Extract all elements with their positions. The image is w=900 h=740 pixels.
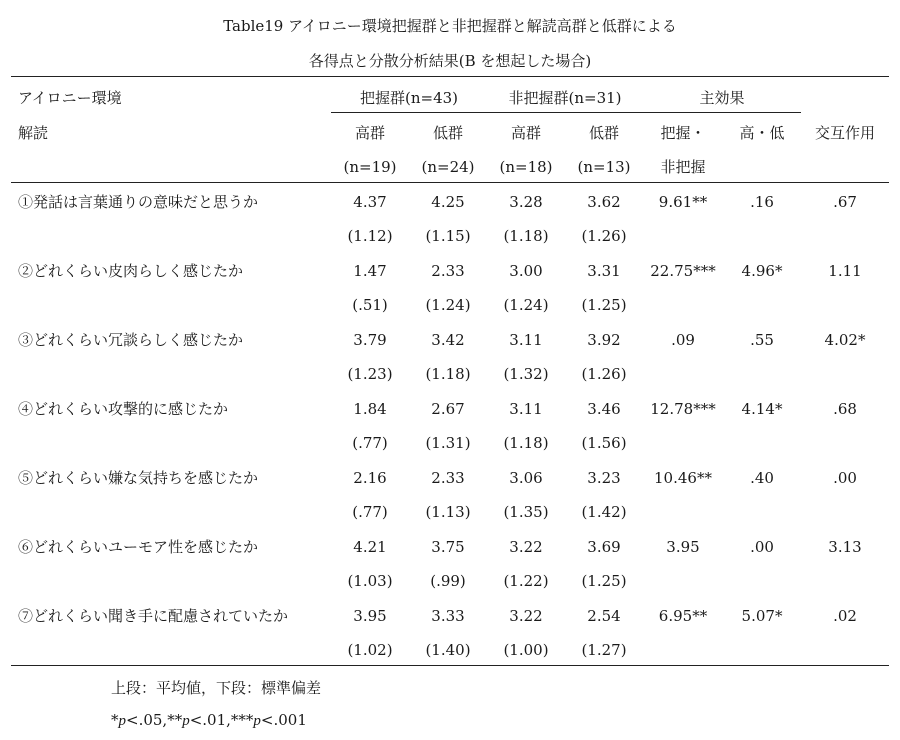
mean-value: 3.75 <box>431 538 465 556</box>
table-title-line2: 各得点と分散分析結果(B を想起した場合) <box>308 52 592 70</box>
mean-value: 4.25 <box>431 193 465 211</box>
f-highlow-value: 4.96* <box>741 262 783 280</box>
sd-value: (1.42) <box>581 503 627 521</box>
mean-value: 4.37 <box>353 193 387 211</box>
grasp-high-header: 高群 <box>354 124 385 142</box>
sd-value: (.99) <box>430 572 466 590</box>
bottom-rule <box>11 665 889 666</box>
sd-value: (1.56) <box>581 434 627 452</box>
mean-value: 3.92 <box>587 331 621 349</box>
mean-value: 3.06 <box>509 469 543 487</box>
sd-value: (1.23) <box>347 365 393 383</box>
mean-value: 2.33 <box>431 469 465 487</box>
main-effect-grasp-header: 把握・ <box>660 124 706 142</box>
sd-value: (1.13) <box>425 503 471 521</box>
item-label: ⑦どれくらい聞き手に配慮されていたか <box>18 607 289 625</box>
note-sig-c: <.01,*** <box>189 711 254 729</box>
sd-value: (1.15) <box>425 227 471 245</box>
f-interaction-value: .67 <box>833 193 857 211</box>
note-sig-a: * <box>111 711 119 729</box>
sd-value: (1.18) <box>503 434 549 452</box>
group-nongrasp-header: 非把握群(n=31) <box>508 89 622 107</box>
mean-value: 3.11 <box>509 331 543 349</box>
note-p3: p <box>253 713 261 729</box>
f-interaction-value: 3.13 <box>828 538 862 556</box>
n-grasp-high: (n=19) <box>343 158 397 176</box>
main-effect-header: 主効果 <box>699 89 745 107</box>
sd-value: (1.18) <box>425 365 471 383</box>
f-grasp-value: 6.95** <box>658 607 708 625</box>
sd-value: (.77) <box>352 503 388 521</box>
sd-value: (1.25) <box>581 296 627 314</box>
table-title-line1: Table19 アイロニー環境把握群と非把握群と解読高群と低群による <box>223 17 677 35</box>
sd-value: (1.00) <box>503 641 549 659</box>
mean-value: 3.79 <box>353 331 387 349</box>
group-grasp-header: 把握群(n=43) <box>359 89 459 107</box>
mean-value: 1.84 <box>353 400 387 418</box>
sd-value: (1.18) <box>503 227 549 245</box>
factor2-label: 解読 <box>18 124 49 142</box>
grasp-low-header: 低群 <box>432 124 463 142</box>
mean-value: 4.21 <box>353 538 387 556</box>
mean-value: 3.23 <box>587 469 621 487</box>
f-grasp-value: 10.46** <box>654 469 712 487</box>
item-label: ③どれくらい冗談らしく感じたか <box>18 331 244 349</box>
f-grasp-value: .09 <box>671 331 695 349</box>
item-label: ④どれくらい攻撃的に感じたか <box>18 400 229 418</box>
f-highlow-value: .55 <box>750 331 774 349</box>
interaction-header: 交互作用 <box>814 124 875 142</box>
mean-value: 3.28 <box>509 193 543 211</box>
note-legend: 上段：平均値，下段：標準偏差 <box>111 679 322 697</box>
f-grasp-value: 22.75*** <box>650 262 716 280</box>
n-nongrasp-high: (n=18) <box>499 158 553 176</box>
f-grasp-value: 3.95 <box>666 538 700 556</box>
sd-value: (1.35) <box>503 503 549 521</box>
mean-value: 2.33 <box>431 262 465 280</box>
note-sig-d: <.001 <box>260 711 307 729</box>
f-interaction-value: 1.11 <box>828 262 862 280</box>
sd-value: (1.26) <box>581 227 627 245</box>
sd-value: (1.31) <box>425 434 471 452</box>
sd-value: (1.25) <box>581 572 627 590</box>
mean-value: 2.54 <box>587 607 621 625</box>
note-significance <box>111 711 307 730</box>
f-grasp-value: 9.61** <box>658 193 708 211</box>
f-interaction-value: .00 <box>833 469 857 487</box>
nongrasp-low-header: 低群 <box>588 124 619 142</box>
f-highlow-value: .00 <box>750 538 774 556</box>
mean-value: 1.47 <box>353 262 387 280</box>
main-effect-highlow-header: 高・低 <box>739 124 785 142</box>
f-highlow-value: .40 <box>750 469 774 487</box>
f-grasp-value: 12.78*** <box>650 400 716 418</box>
note-p1: p <box>118 713 126 729</box>
mean-value: 3.62 <box>587 193 621 211</box>
note-p2: p <box>182 713 190 729</box>
f-highlow-value: .16 <box>750 193 774 211</box>
item-label: ⑤どれくらい嫌な気持ちを感じたか <box>18 469 259 487</box>
header-rule <box>11 182 889 183</box>
mean-value: 3.31 <box>587 262 621 280</box>
main-effect-grasp-header-line2: 非把握 <box>660 158 706 176</box>
item-label: ①発話は言葉通りの意味だと思うか <box>18 193 259 211</box>
n-nongrasp-low: (n=13) <box>577 158 631 176</box>
sd-value: (1.27) <box>581 641 627 659</box>
mean-value: 3.46 <box>587 400 621 418</box>
sd-value: (.77) <box>352 434 388 452</box>
mean-value: 3.00 <box>509 262 543 280</box>
mean-value: 2.16 <box>353 469 387 487</box>
item-label: ⑥どれくらいユーモア性を感じたか <box>18 538 259 556</box>
item-label: ②どれくらい皮肉らしく感じたか <box>18 262 244 280</box>
sd-value: (1.24) <box>503 296 549 314</box>
f-highlow-value: 4.14* <box>741 400 783 418</box>
nongrasp-high-header: 高群 <box>510 124 541 142</box>
mean-value: 3.42 <box>431 331 465 349</box>
mean-value: 3.22 <box>509 607 543 625</box>
f-interaction-value: 4.02* <box>824 331 866 349</box>
mean-value: 3.69 <box>587 538 621 556</box>
sd-value: (1.32) <box>503 365 549 383</box>
sd-value: (1.12) <box>347 227 393 245</box>
sd-value: (1.40) <box>425 641 471 659</box>
mean-value: 3.33 <box>431 607 465 625</box>
sd-value: (1.03) <box>347 572 393 590</box>
sd-value: (1.02) <box>347 641 393 659</box>
mean-value: 3.95 <box>353 607 387 625</box>
note-sig-b: <.05,** <box>126 711 183 729</box>
f-interaction-value: .02 <box>833 607 857 625</box>
n-grasp-low: (n=24) <box>421 158 475 176</box>
mean-value: 3.11 <box>509 400 543 418</box>
sd-value: (1.22) <box>503 572 549 590</box>
sd-value: (1.26) <box>581 365 627 383</box>
f-highlow-value: 5.07* <box>741 607 783 625</box>
group-underline <box>331 112 801 113</box>
f-interaction-value: .68 <box>833 400 857 418</box>
factor1-label: アイロニー環境 <box>18 89 122 107</box>
top-rule <box>11 76 889 77</box>
sd-value: (.51) <box>352 296 388 314</box>
mean-value: 2.67 <box>431 400 465 418</box>
sd-value: (1.24) <box>425 296 471 314</box>
mean-value: 3.22 <box>509 538 543 556</box>
